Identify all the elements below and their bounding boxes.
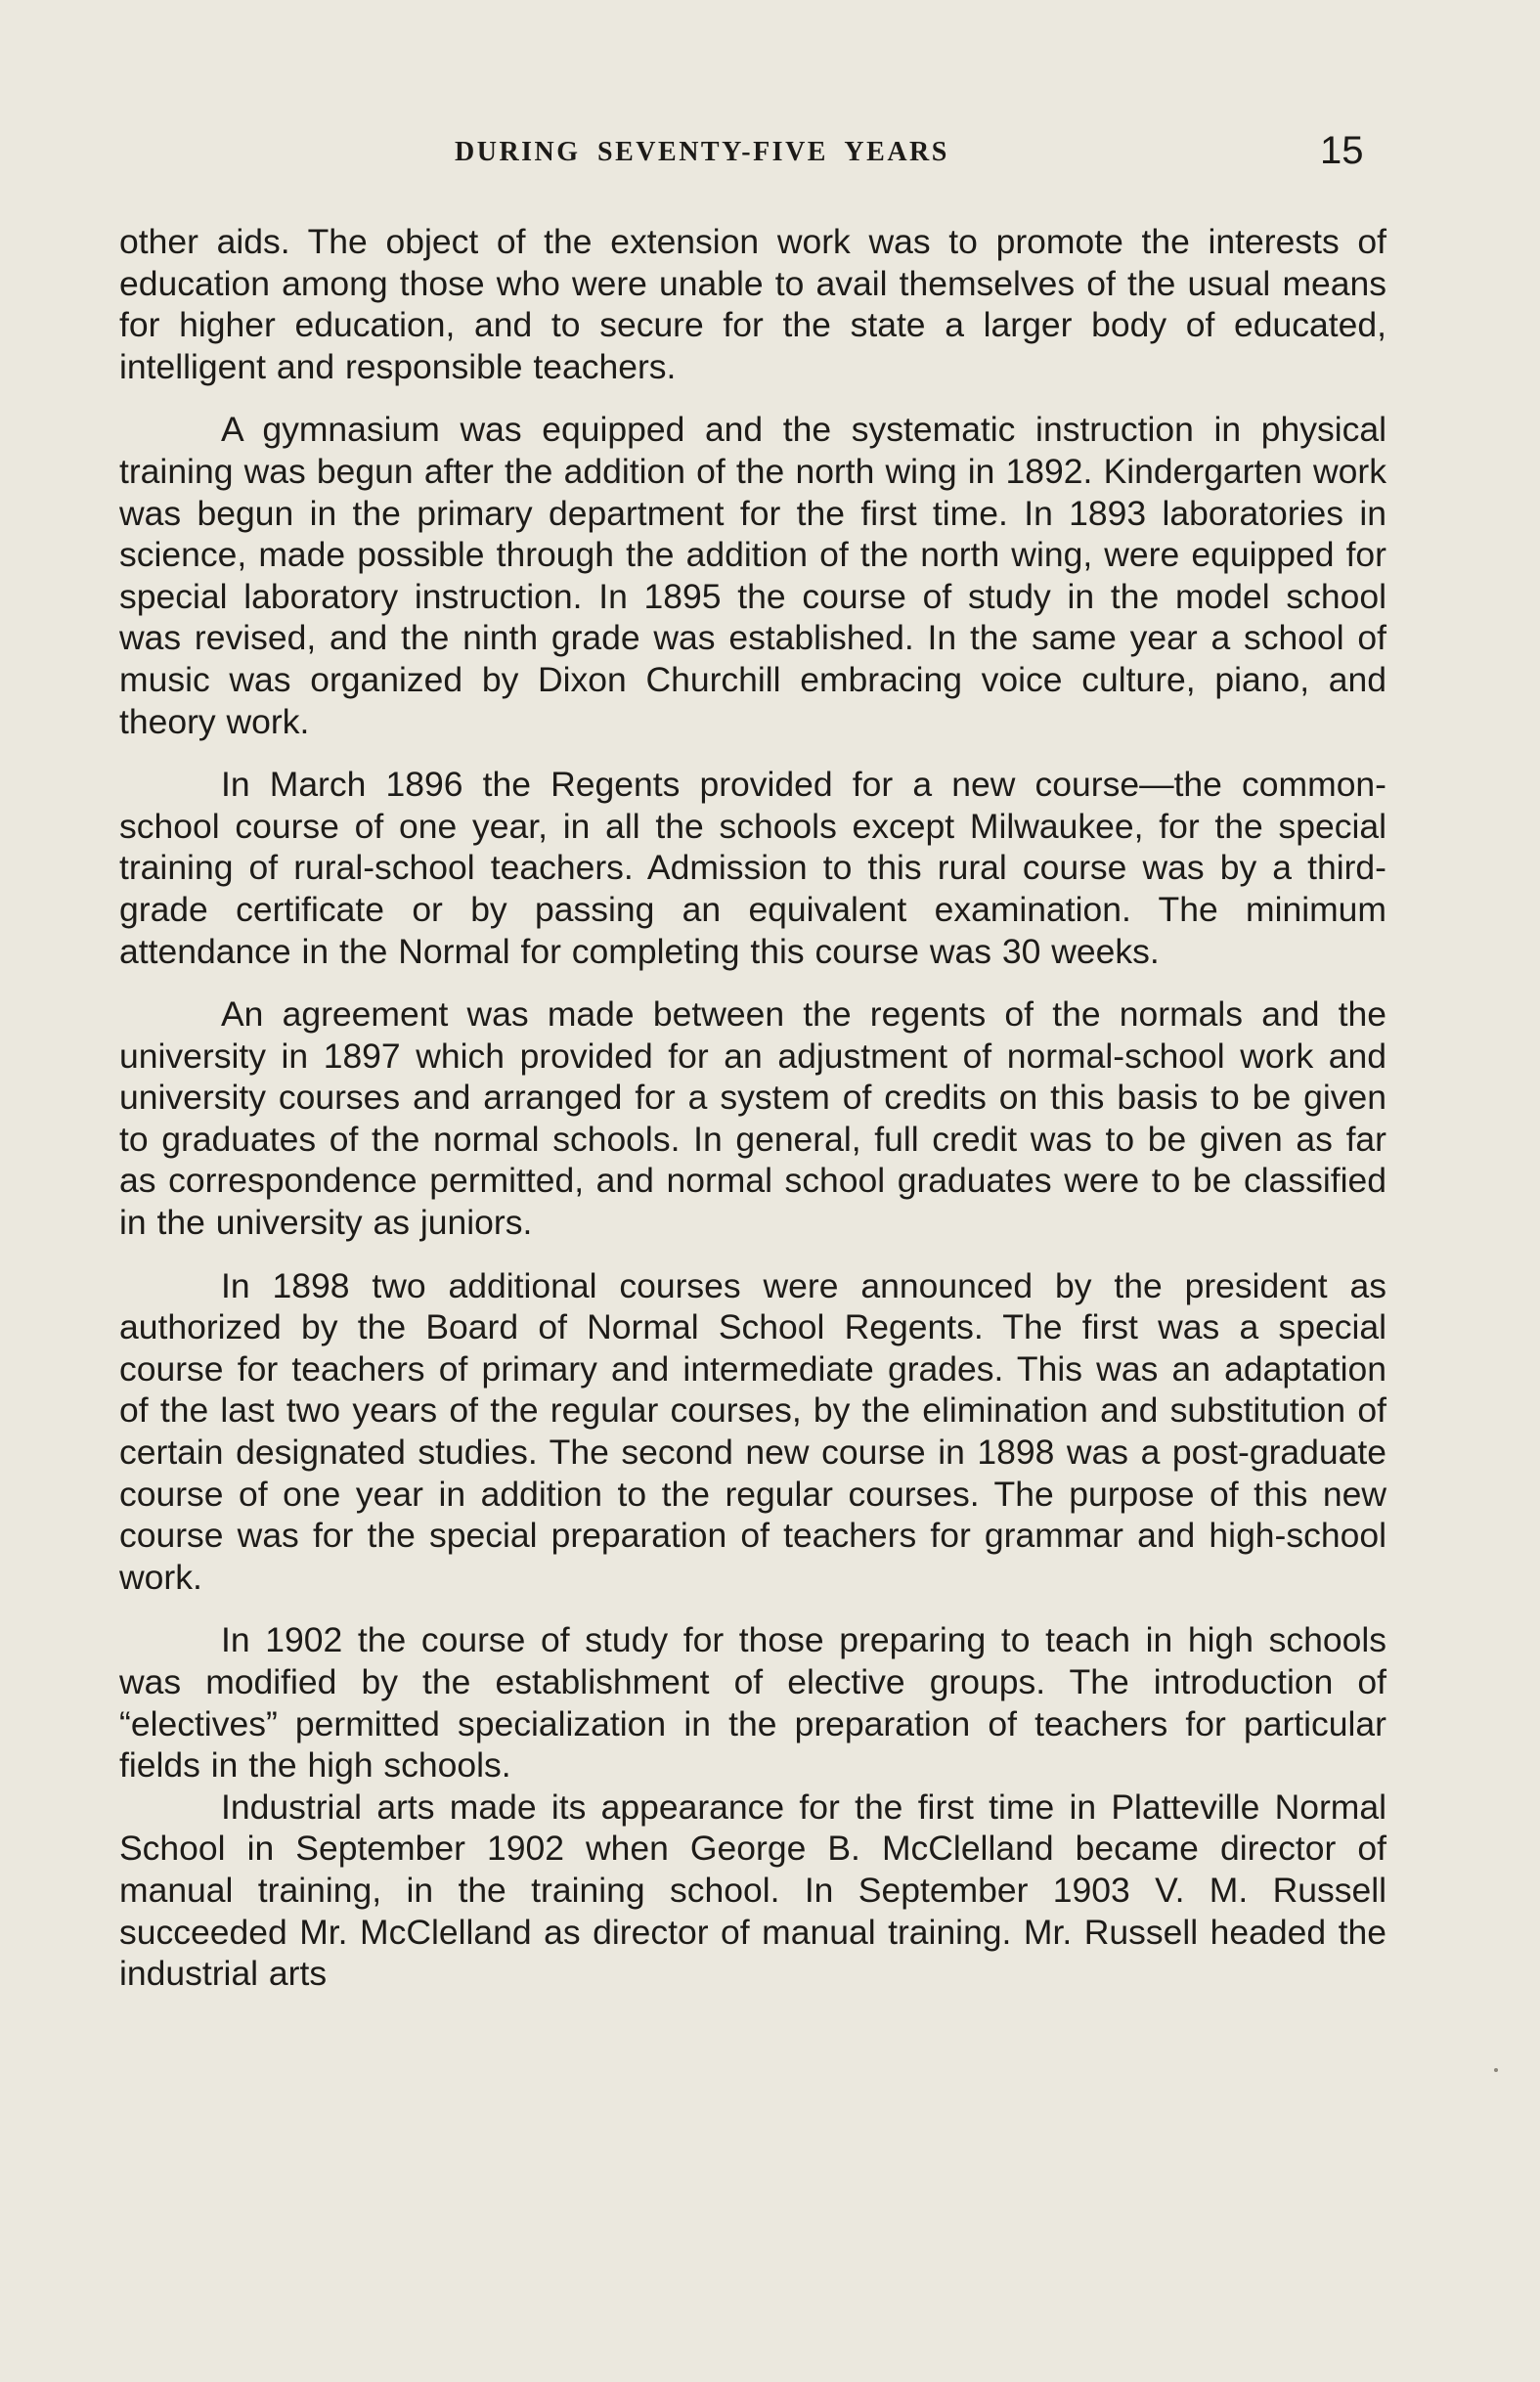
paper-speck (1494, 2068, 1498, 2072)
paragraph-additional-courses: In 1898 two additional courses were announced by the president as authorized by the Board of Normal School Regents. The first was a special course for teachers of primary and intermediate grades. This was an adaptation of the last two years of the regular courses, by the elimination and substitution of certain designated studies. The second new course in 1898 was a post-graduate course of one year in addition to the regular courses. The purpose of this new course was for the special preparation of teachers for grammar and high-school work. (119, 1265, 1386, 1597)
paragraph-extension-work: other aids. The object of the extension work was to promote the interests of education among those who were unable to avail themselves of the usual means for higher education, and to secure for the state a larger body of educated, intelligent and responsible teachers. (119, 222, 1386, 386)
running-head: DURING SEVENTY-FIVE YEARS (455, 137, 949, 167)
paragraph-industrial-arts: Industrial arts made its appearance for the first time in Platteville Normal School in September 1902 when George B. McClelland became director of manual training, in the training school. In September 1903 V. M. Russell succeeded Mr. McClelland as director of manual training. Mr. Russell headed the industrial arts (119, 1786, 1386, 1994)
page-number: 15 (1320, 129, 1364, 172)
paragraph-rural-course: In March 1896 the Regents provided for a new course—the common-school course of one year, in all the schools except Milwaukee, for the special training of rural-school teachers. Admission to this rural course was by a third-grade certificate or by passing an equivalent examination. The minimum attendance in the Normal for completing this course was 30 weeks. (119, 765, 1386, 971)
paragraph-gymnasium: A gymnasium was equipped and the systematic instruction in physical training was begun after the addition of the north wing in 1892. Kindergarten work was begun in the primary department for the first time. In 1893 laboratories in science, made possible through the addition of the north wing, were equipped for special laboratory instruction. In 1895 the course of study in the model school was revised, and the ninth grade was established. In the same year a school of music was organized by Dixon Churchill embracing voice culture, piano, and theory work. (119, 410, 1386, 741)
paragraph-electives: In 1902 the course of study for those preparing to teach in high schools was modified by the establishment of elective groups. The introduction of “electives” permitted specialization in the preparation of teachers for particular fields in the high schools. (119, 1620, 1386, 1786)
body-text (119, 221, 1386, 1995)
paragraph-university-agreement: An agreement was made between the regents of the normals and the university in 1897 which provided for an adjustment of normal-school work and university courses and arranged for a system of credits on this basis to be given to graduates of the normal schools. In general, full credit was to be given as far as correspondence permitted, and normal school graduates were to be classified in the university as juniors. (119, 994, 1386, 1243)
